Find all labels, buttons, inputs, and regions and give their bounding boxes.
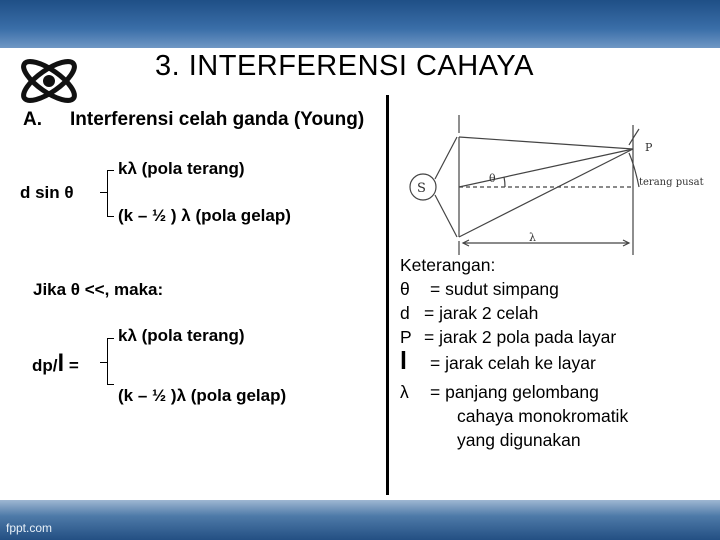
screen-brace-lower [629, 153, 639, 187]
footer-watermark: fppt.com [6, 521, 53, 535]
angle-arc [504, 177, 505, 187]
column-divider [386, 95, 389, 495]
header-band [0, 0, 720, 48]
legend-symbol-theta: θ [400, 279, 410, 299]
diagram-angle-label: θ [489, 172, 496, 185]
legend-text-p: = jarak 2 pola pada layar [424, 327, 617, 347]
legend-text-l: = jarak celah ke layar [430, 353, 596, 373]
formula2-case-bright: kλ (pola terang) [118, 326, 245, 345]
diagram-screen-label: P [645, 141, 653, 154]
legend-symbol-d: d [400, 303, 410, 323]
legend-text-theta: = sudut simpang [430, 279, 559, 299]
double-slit-diagram [393, 115, 713, 255]
legend-continuation-2: yang digunakan [457, 430, 581, 450]
footer-band [0, 500, 720, 540]
legend-symbol-l: l [400, 347, 407, 375]
formula2-bracket-tick [100, 362, 108, 363]
formula1-bracket-tick [100, 192, 108, 193]
formula2-case-dark: (k – ½ )λ (pola gelap) [118, 386, 287, 405]
section-label: A. [23, 109, 42, 130]
formula1-lhs: d sin θ [20, 183, 74, 202]
ray-lower-to-screen [459, 149, 633, 237]
formula1-case-dark: (k – ½ ) λ (pola gelap) [118, 206, 291, 225]
section-heading: Interferensi celah ganda (Young) [70, 109, 365, 130]
diagram-bright-center-label: terang pusat [639, 177, 704, 188]
formula2-bracket [107, 338, 114, 385]
diagram-source-label: S [417, 181, 426, 196]
ray-lower [435, 195, 457, 237]
small-angle-condition: Jika θ <<, maka: [33, 280, 164, 299]
formula2-lhs-symbol: l [57, 350, 65, 377]
page-title: 3. INTERFERENSI CAHAYA [155, 50, 534, 82]
ray-center-to-screen [459, 149, 633, 187]
diagram-distance-label: λ [529, 231, 536, 244]
legend-continuation-1: cahaya monokromatik [457, 406, 629, 426]
formula2-lhs [32, 350, 79, 377]
atom-logo-icon [14, 46, 84, 116]
ray-upper [435, 137, 457, 179]
legend-heading: Keterangan: [400, 255, 496, 275]
legend-text-d: = jarak 2 celah [424, 303, 539, 323]
formula2-lhs-equals: = [64, 356, 79, 375]
legend-symbol-lambda: λ [400, 382, 409, 402]
legend-text-lambda: = panjang gelombang [430, 382, 599, 402]
formula1-case-bright: kλ (pola terang) [118, 159, 245, 178]
formula2-lhs-text: dp/ [32, 356, 58, 375]
legend-symbol-p: P [400, 327, 412, 347]
screen-brace-upper [629, 129, 639, 145]
formula1-bracket [107, 170, 114, 217]
ray-upper-to-screen [459, 137, 633, 149]
